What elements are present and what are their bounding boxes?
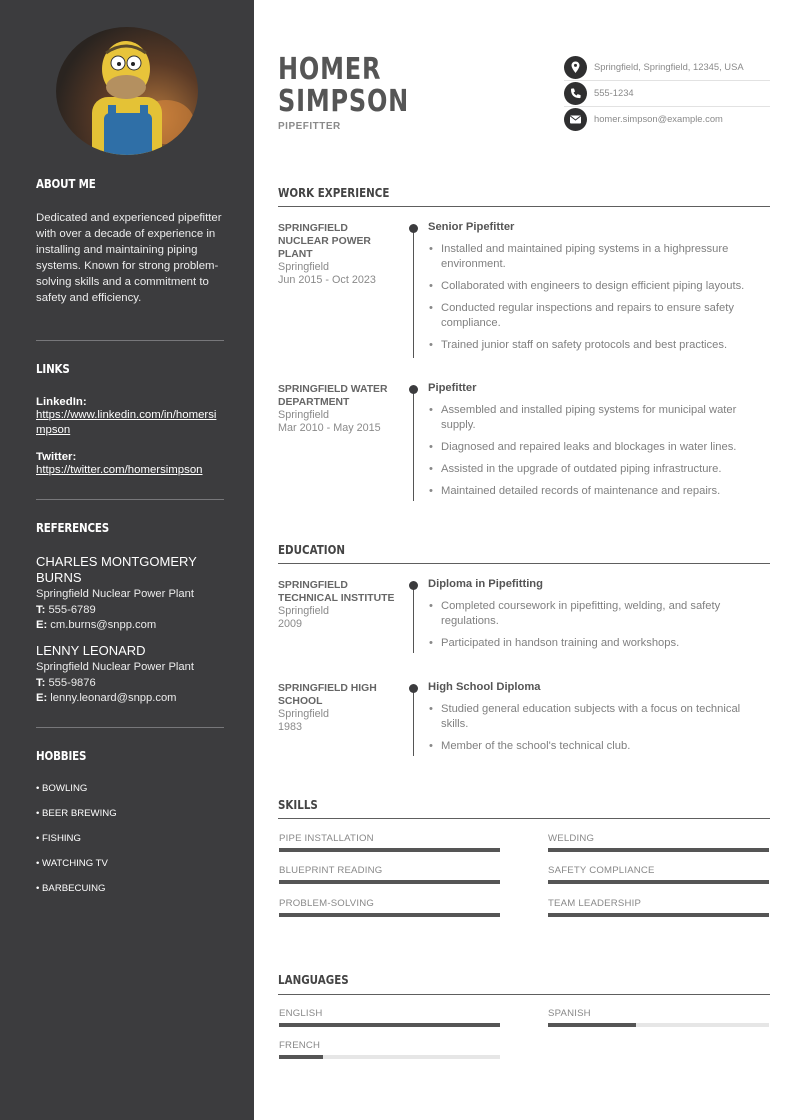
address-text: Springfield, Springfield, 12345, USA	[594, 61, 744, 72]
skill-bar	[548, 913, 769, 917]
reference-phone: T: 555-9876	[36, 677, 96, 689]
graduation-year: 1983	[278, 721, 303, 733]
skill-item	[279, 865, 500, 884]
job-title: PIPEFITTER	[278, 121, 341, 132]
reference-email: E: lenny.leonard@snpp.com	[36, 692, 177, 704]
divider	[36, 727, 224, 728]
bullet-item: • Conducted regular inspections and repairs to ensure safety compliance.	[428, 301, 770, 331]
phone-icon	[564, 82, 587, 105]
reference-item	[36, 643, 224, 706]
skill-bar	[279, 913, 500, 917]
timeline-line	[413, 585, 414, 653]
skill-bar-fill	[279, 913, 500, 917]
skills-heading: SKILLS	[278, 798, 318, 812]
references-heading: REFERENCES	[36, 521, 110, 535]
location-pin-icon	[564, 56, 587, 79]
employer-name: SPRINGFIELD WATER DEPARTMENT	[278, 384, 388, 408]
skill-bar-fill	[548, 880, 769, 884]
bullet-item: • Diagnosed and repaired leaks and blockages in water lines.	[428, 440, 770, 455]
language-label: SPANISH	[548, 1008, 591, 1019]
timeline-line	[413, 389, 414, 501]
employer-location: Springfield	[278, 261, 330, 273]
bullet-item: • Participated in handson training and workshops.	[428, 636, 770, 651]
linkedin-link[interactable]: https://www.linkedin.com/in/homersimpson	[36, 409, 217, 436]
contact-email	[564, 107, 770, 133]
work-entry-meta	[278, 222, 398, 287]
about-heading: ABOUT ME	[36, 177, 96, 191]
divider	[36, 340, 224, 341]
timeline-dot	[409, 224, 418, 233]
timeline-dot	[409, 581, 418, 590]
reference-name: CHARLES MONTGOMERY BURNS	[36, 554, 197, 585]
language-label: ENGLISH	[279, 1008, 323, 1019]
skill-bar-fill	[279, 880, 500, 884]
bullet-item: • Studied general education subjects with a focus on technical skills.	[428, 702, 770, 732]
language-label: FRENCH	[279, 1040, 321, 1051]
skill-label: TEAM LEADERSHIP	[548, 898, 642, 909]
skill-bar	[279, 880, 500, 884]
link-twitter	[36, 451, 224, 478]
school-location: Springfield	[278, 605, 330, 617]
reference-phone: T: 555-6789	[36, 604, 96, 616]
bullet-item: • Completed coursework in pipefitting, welding, and safety regulations.	[428, 599, 770, 629]
skill-item	[548, 833, 769, 852]
education-entry-meta	[278, 682, 398, 734]
bullet-item: • Assisted in the upgrade of outdated piping infrastructure.	[428, 462, 770, 477]
languages-heading: LANGUAGES	[278, 973, 349, 987]
language-bar	[279, 1023, 500, 1027]
skill-bar	[548, 848, 769, 852]
language-bar	[548, 1023, 769, 1027]
bullet-item: • Trained junior staff on safety protocols and best practices.	[428, 338, 770, 353]
work-entry-details	[428, 221, 770, 353]
job-role: Senior Pipefitter	[428, 221, 515, 233]
links-section	[36, 362, 224, 478]
employment-dates: Mar 2010 - May 2015	[278, 422, 381, 434]
divider	[36, 499, 224, 500]
school-name: SPRINGFIELD TECHNICAL INSTITUTE	[278, 580, 395, 604]
language-bar-fill	[548, 1023, 636, 1027]
skill-bar-fill	[548, 848, 769, 852]
work-entry-meta	[278, 383, 398, 435]
school-location: Springfield	[278, 708, 330, 720]
last-name: SIMPSON	[278, 84, 410, 119]
hobby-item: • FISHING	[36, 833, 81, 844]
education-entry-details	[428, 578, 770, 651]
skill-label: WELDING	[548, 833, 595, 844]
references-section	[36, 521, 224, 706]
education-entry-meta	[278, 579, 398, 631]
phone-text: 555-1234	[594, 87, 634, 98]
employment-dates: Jun 2015 - Oct 2023	[278, 274, 376, 286]
bullet-item: • Installed and maintained piping systems in a highpressure environment.	[428, 242, 770, 272]
school-name: SPRINGFIELD HIGH SCHOOL	[278, 683, 377, 707]
link-label: Twitter:	[36, 451, 77, 463]
avatar-illustration	[56, 27, 198, 155]
degree-name: High School Diploma	[428, 681, 541, 693]
about-text: Dedicated and experienced pipefitter with over a decade of experience in installing and maintaining piping systems. Known for strong problem-solving skills and a commitment to safety and efficiency.	[36, 212, 222, 304]
work-entry-details	[428, 382, 770, 499]
reference-email: E: cm.burns@snpp.com	[36, 619, 157, 631]
twitter-link[interactable]: https://twitter.com/homersimpson	[36, 464, 203, 476]
skill-bar-fill	[548, 913, 769, 917]
hobbies-section	[36, 749, 224, 908]
skill-bar	[279, 848, 500, 852]
links-heading: LINKS	[36, 362, 70, 376]
skill-item	[279, 898, 500, 917]
job-role: Pipefitter	[428, 382, 477, 394]
timeline-line	[413, 228, 414, 358]
degree-name: Diploma in Pipefitting	[428, 578, 543, 590]
timeline-dot	[409, 385, 418, 394]
skill-bar	[548, 880, 769, 884]
bullet-item: • Assembled and installed piping systems for municipal water supply.	[428, 403, 770, 433]
hobby-item: • BOWLING	[36, 783, 88, 794]
reference-item	[36, 554, 224, 633]
reference-org: Springfield Nuclear Power Plant	[36, 588, 194, 600]
timeline-line	[413, 688, 414, 756]
hobby-item: • BARBECUING	[36, 883, 106, 894]
section-rule	[278, 563, 770, 564]
about-section	[36, 177, 224, 306]
skill-label: PROBLEM-SOLVING	[279, 898, 375, 909]
section-rule	[278, 206, 770, 207]
reference-name: LENNY LEONARD	[36, 643, 146, 658]
work-experience-heading: WORK EXPERIENCE	[278, 186, 390, 200]
employer-name: SPRINGFIELD NUCLEAR POWER PLANT	[278, 223, 371, 260]
language-item	[279, 1040, 500, 1059]
contact-phone	[564, 81, 770, 107]
section-rule	[278, 818, 770, 819]
contact-address	[564, 55, 770, 81]
language-bar-fill	[279, 1023, 500, 1027]
hobby-item: • BEER BREWING	[36, 808, 117, 819]
employer-location: Springfield	[278, 409, 330, 421]
education-heading: EDUCATION	[278, 543, 346, 557]
graduation-year: 2009	[278, 618, 303, 630]
skill-label: BLUEPRINT READING	[279, 865, 383, 876]
bullet-item: • Maintained detailed records of maintenance and repairs.	[428, 484, 770, 499]
bullet-item: • Collaborated with engineers to design efficient piping layouts.	[428, 279, 770, 294]
skill-item	[548, 865, 769, 884]
skill-bar-fill	[279, 848, 500, 852]
timeline-dot	[409, 684, 418, 693]
language-bar-fill	[279, 1055, 323, 1059]
language-item	[548, 1008, 769, 1027]
skill-item	[279, 833, 500, 852]
hobbies-heading: HOBBIES	[36, 749, 87, 763]
hobby-item: • WATCHING TV	[36, 858, 108, 869]
sidebar	[0, 0, 254, 1120]
reference-org: Springfield Nuclear Power Plant	[36, 661, 194, 673]
profile-photo	[56, 27, 198, 155]
email-icon	[564, 108, 587, 131]
bullet-item: • Member of the school's technical club.	[428, 739, 770, 754]
email-text: homer.simpson@example.com	[594, 113, 723, 124]
skill-item	[548, 898, 769, 917]
first-name: HOMER	[278, 52, 382, 87]
language-item	[279, 1008, 500, 1027]
education-entry-details	[428, 681, 770, 754]
language-bar	[279, 1055, 500, 1059]
link-linkedin	[36, 396, 224, 438]
link-label: LinkedIn:	[36, 396, 87, 408]
skill-label: PIPE INSTALLATION	[279, 833, 374, 844]
hobbies-list	[36, 783, 224, 908]
skill-label: SAFETY COMPLIANCE	[548, 865, 655, 876]
section-rule	[278, 994, 770, 995]
